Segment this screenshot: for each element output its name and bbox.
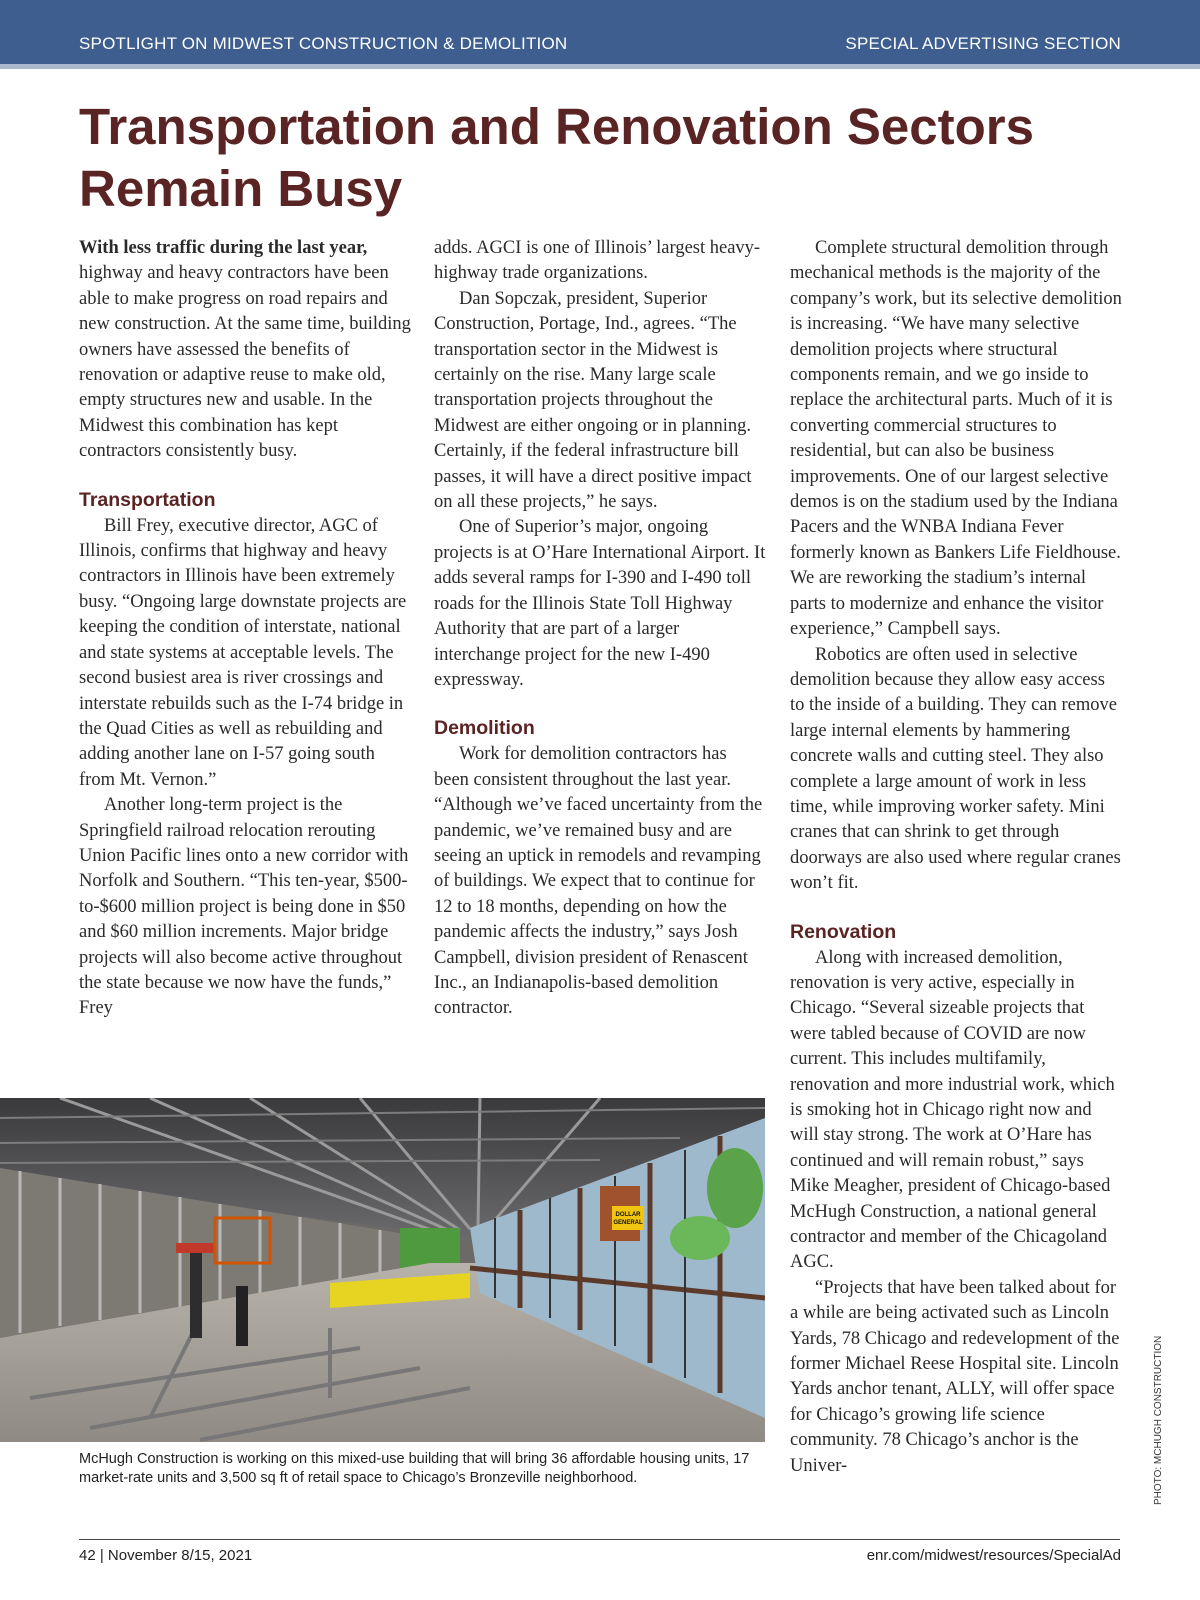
photo-caption: McHugh Construction is working on this mixed-use building that will bring 36 affordable housing units, 17 market-rate units and 3,500 sq ft of retail space to Chicago’s Bronzeville neighborhood.	[79, 1451, 750, 1486]
paragraph: Bill Frey, executive director, AGC of Illinois, confirms that highway and heavy contractors in Illinois have been extremely busy. “Ongoing large downstate projects are keeping the condition of interstate, national and state systems at acceptable levels. The second busiest area is river crossings and interstate rebuilds such as the I-74 bridge in the Quad Cities as well as rebuilding and adding another lane on I-57 going south from Mt. Vernon.”	[79, 515, 407, 790]
paragraph: One of Superior’s major, ongoing projects is at O’Hare International Airport. It adds several ramps for I-390 and I-490 toll roads for the Illinois State Toll Highway Authority that are part of a larger interchange project for the new I-490 expressway.	[434, 517, 766, 690]
paragraph: Robotics are often used in selective demolition because they allow easy access to the inside of a building. They can remove large internal elements by hammering concrete walls and cutting steel. They also complete a large amount of work in less time, while improving worker safety. Mini cranes that can shrink to get through doorways are also used where regular cranes won’t fit.	[790, 644, 1121, 894]
page-info: 42 | November 8/15, 2021	[79, 1547, 253, 1564]
sign-text-1: DOLLAR	[615, 1212, 641, 1218]
column-2	[434, 236, 766, 1022]
paragraph: “Projects that have been talked about for a while are being activated such as Lincoln Yards, 78 Chicago and redevelopment of the former Michael Reese Hospital site. Lincoln Yards anchor tenant, ALLY, will offer space for Chicago’s growing life science community. 78 Chicago’s anchor is the Univer-	[790, 1277, 1120, 1476]
intro-paragraph	[79, 236, 411, 465]
paragraph: Dan Sopczak, president, Superior Construction, Portage, Ind., agrees. “The transportation sector in the Midwest is certainly on the rise. Many large scale transportation projects throughout the Midwest are either ongoing or in planning. Certainly, if the federal infrastructure bill passes, it will have a direct positive impact on all these projects,” he says.	[434, 288, 752, 513]
footer-url[interactable]: enr.com/midwest/resources/SpecialAd	[866, 1547, 1121, 1564]
advertising-label: SPECIAL ADVERTISING SECTION	[845, 34, 1121, 53]
paragraph: Complete structural demolition through mechanical methods is the majority of the company’s work, but its selective demolition is increasing. “We have many selective demolition projects where structural components remain, and we go inside to replace the architectural parts. Much of it is converting commercial structures to residential, but can also be business improvements. One of our largest selective demos is on the stadium used by the Indiana Pacers and the WNBA Indiana Fever formerly known as Bankers Life Fieldhouse. We are reworking the stadium’s internal parts to modernize and enhance the visitor experience,” Campbell says.	[790, 238, 1122, 640]
footer-divider	[79, 1539, 1120, 1540]
section-name: SPOTLIGHT ON MIDWEST CONSTRUCTION & DEMOLITION	[79, 34, 568, 53]
paragraph: Work for demolition contractors has been consistent throughout the last year. “Although we’ve faced uncertainty from the pandemic, we’ve remained busy and are seeing an uptick in remodels and revamping of buildings. We expect that to continue for 12 to 18 months, depending on how the pandemic affects the industry,” says Josh Campbell, division president of Renascent Inc., an Indianapolis-based demolition contractor.	[434, 744, 763, 1019]
header-bar	[0, 0, 1200, 69]
sign-text-2: GENERAL	[613, 1220, 643, 1226]
article-title: Transportation and Renovation Sectors Remain Busy	[79, 98, 1034, 217]
paragraph: Another long-term project is the Springfield railroad relocation rerouting Union Pacific lines onto a new corridor with Norfolk and Southern. “This ten-year, $500-to-$600 million project is being done in $50 and $60 million increments. Major bridge projects will also become active throughout the state because we now have the funds,” Frey	[79, 795, 409, 1019]
column-1	[79, 236, 411, 1022]
construction-photo	[0, 1098, 765, 1442]
heading-transportation: Transportation	[79, 488, 216, 511]
heading-renovation: Renovation	[790, 920, 897, 943]
paragraph: Along with increased demolition, renovation is very active, especially in Chicago. “Several sizeable projects that were tabled because of COVID are now current. This includes multifamily, renovation and more industrial work, which is smoking hot in Chicago right now and will stay strong. The work at O’Hare has continued and will remain robust,” says Mike Meagher, president of Chicago-based McHugh Construction, a national general contractor and member of the Chicagoland AGC.	[790, 947, 1115, 1273]
paragraph: adds. AGCI is one of Illinois’ largest heavy-highway trade organizations.	[434, 238, 761, 284]
heading-demolition: Demolition	[434, 717, 535, 740]
lead-in: With less traffic during the last year,	[79, 238, 368, 258]
column-3	[790, 236, 1122, 1479]
photo-credit: PHOTO: MCHUGH CONSTRUCTION	[1153, 1335, 1164, 1505]
intro-text: highway and heavy contractors have been able to make progress on road repairs and new construction. At the same time, building owners have assessed the benefits of renovation or adaptive reuse to make old, empty structures new and usable. In the Midwest this combination has kept contractors consistently busy.	[79, 263, 411, 462]
